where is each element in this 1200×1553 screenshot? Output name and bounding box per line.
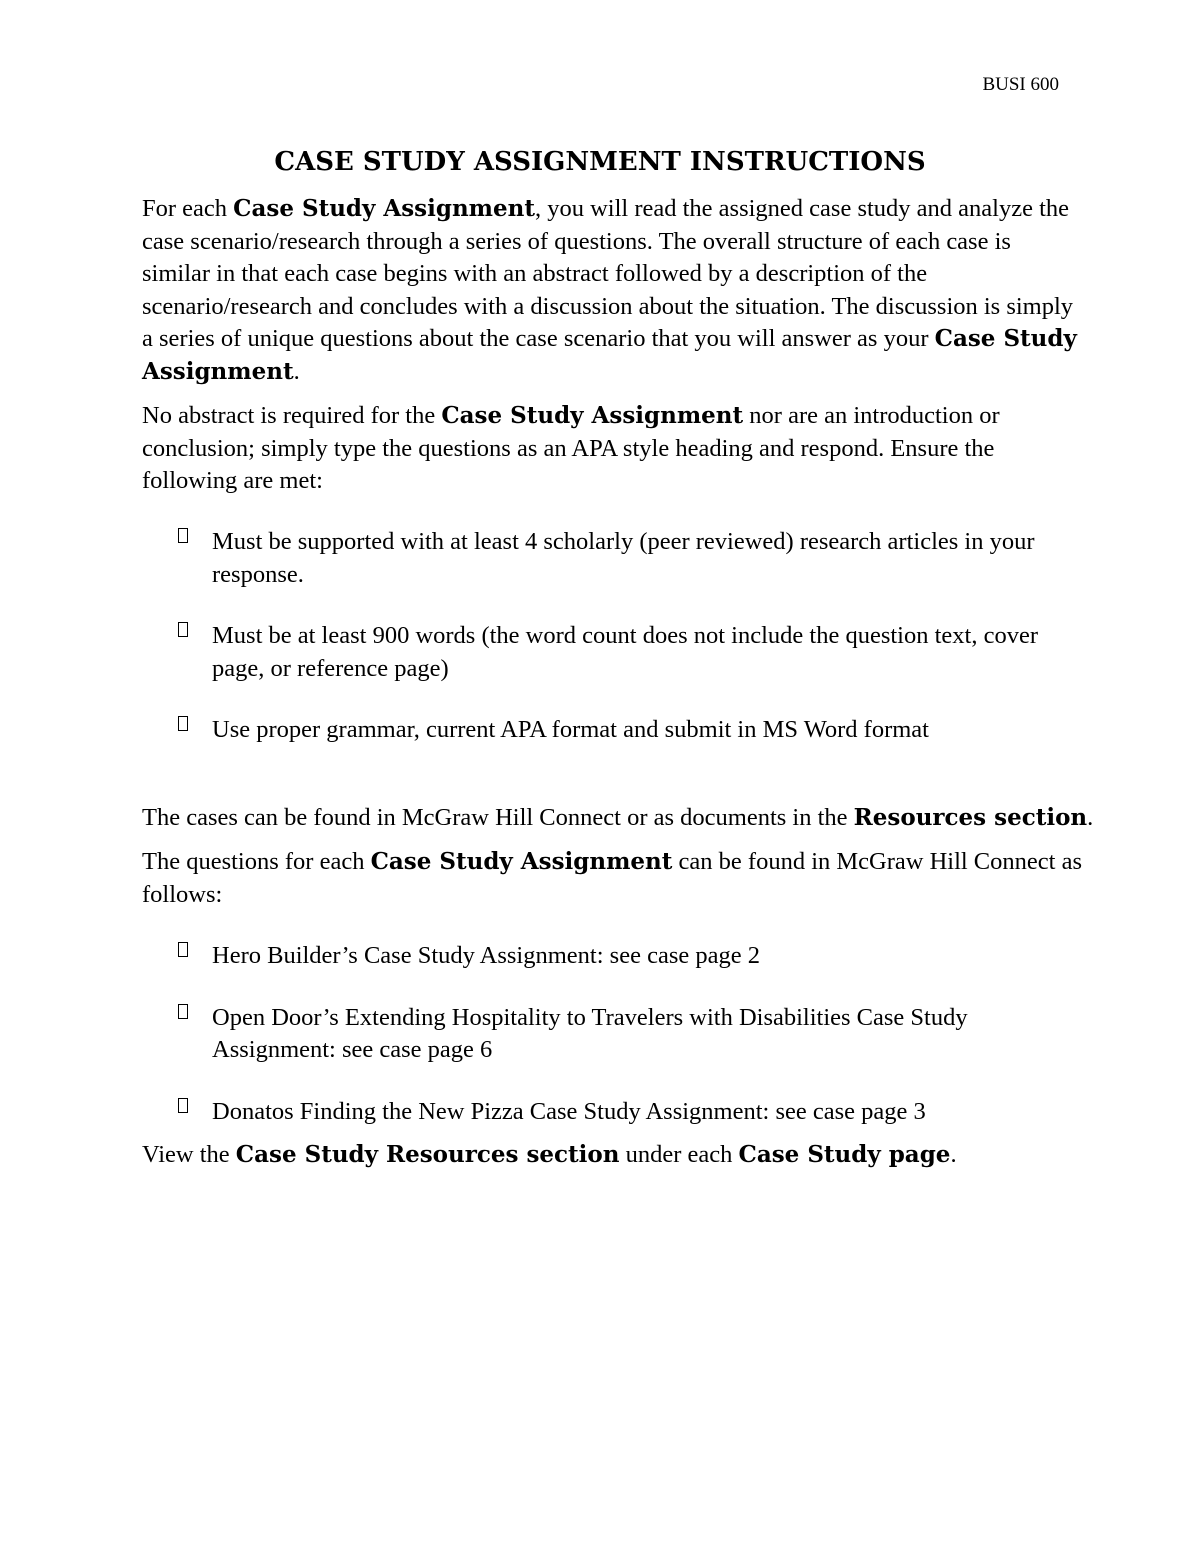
intro-bold-2: Case Study Assignment [142, 325, 1077, 385]
requirement-text: Must be at least 900 words (the word count does not include the question text, cover page, or reference page) [212, 622, 1039, 682]
requirements-text-2: nor are an introduction or conclusion; simply type the questions as an APA style heading and respond. Ensure the following are met: [142, 402, 1000, 495]
missing-glyph-box-icon [178, 716, 188, 731]
resources-text-2: . [1087, 804, 1094, 831]
requirement-text: Must be supported with at least 4 scholarly (peer reviewed) research articles in your response. [212, 528, 1035, 588]
intro-bold-1: Case Study Assignment [233, 195, 535, 222]
resources-paragraph [142, 802, 1094, 835]
requirements-bold-1: Case Study Assignment [441, 402, 744, 429]
intro-text-2: , you will read the assigned case study and analyze the case scenario/research through a series of questions. The overall structure of each case is similar in that each case begins with an abstract followed by a description of the scenario/research and concludes with a discussion about the situation. The discussion is simply a series of unique questions about the case scenario that you will answer as your [142, 195, 1074, 353]
questions-paragraph [142, 846, 1082, 911]
cases-list [142, 940, 1082, 1128]
intro-paragraph [142, 193, 1082, 389]
questions-text-2: can be found in McGraw Hill Connect as follows: [142, 848, 1082, 908]
view-bold-2: Case Study page [738, 1141, 951, 1168]
view-text-2: under each [619, 1141, 739, 1168]
list-item [142, 1002, 1082, 1067]
intro-text-3: . [293, 357, 300, 385]
missing-glyph-box-icon [178, 1098, 188, 1113]
resources-text-1: The cases can be found in McGraw Hill Connect or as documents in the [142, 804, 854, 831]
list-item [142, 620, 1082, 685]
requirements-list [142, 526, 1082, 747]
requirements-paragraph [142, 400, 1082, 498]
view-text-1: View the [142, 1141, 236, 1168]
view-bold-1: Case Study Resources section [235, 1141, 620, 1168]
questions-bold-1: Case Study Assignment [370, 848, 673, 875]
resources-bold-1: Resources section [853, 804, 1088, 831]
missing-glyph-box-icon [178, 622, 188, 637]
list-item [142, 1096, 1082, 1129]
case-text: Donatos Finding the New Pizza Case Study Assignment: see case page 3 [212, 1097, 926, 1125]
view-resources-paragraph [142, 1139, 1082, 1172]
list-item [142, 940, 1082, 973]
document-title: CASE STUDY ASSIGNMENT INSTRUCTIONS [274, 147, 926, 177]
requirements-text-1: No abstract is required for the [142, 402, 442, 429]
list-item [142, 526, 1082, 591]
requirement-text: Use proper grammar, current APA format and submit in MS Word format [212, 716, 929, 744]
missing-glyph-box-icon [178, 1004, 188, 1019]
page-header-course-code: BUSI 600 [982, 74, 1059, 95]
intro-text-1: For each [142, 195, 234, 222]
list-item [142, 714, 1082, 747]
missing-glyph-box-icon [178, 528, 188, 543]
view-text-3: . [950, 1141, 957, 1168]
case-text: Open Door’s Extending Hospitality to Travelers with Disabilities Case Study Assignment: see case page 6 [212, 1003, 968, 1064]
missing-glyph-box-icon [178, 942, 188, 957]
case-text: Hero Builder’s Case Study Assignment: see case page 2 [212, 942, 760, 969]
questions-text-1: The questions for each [142, 848, 371, 875]
